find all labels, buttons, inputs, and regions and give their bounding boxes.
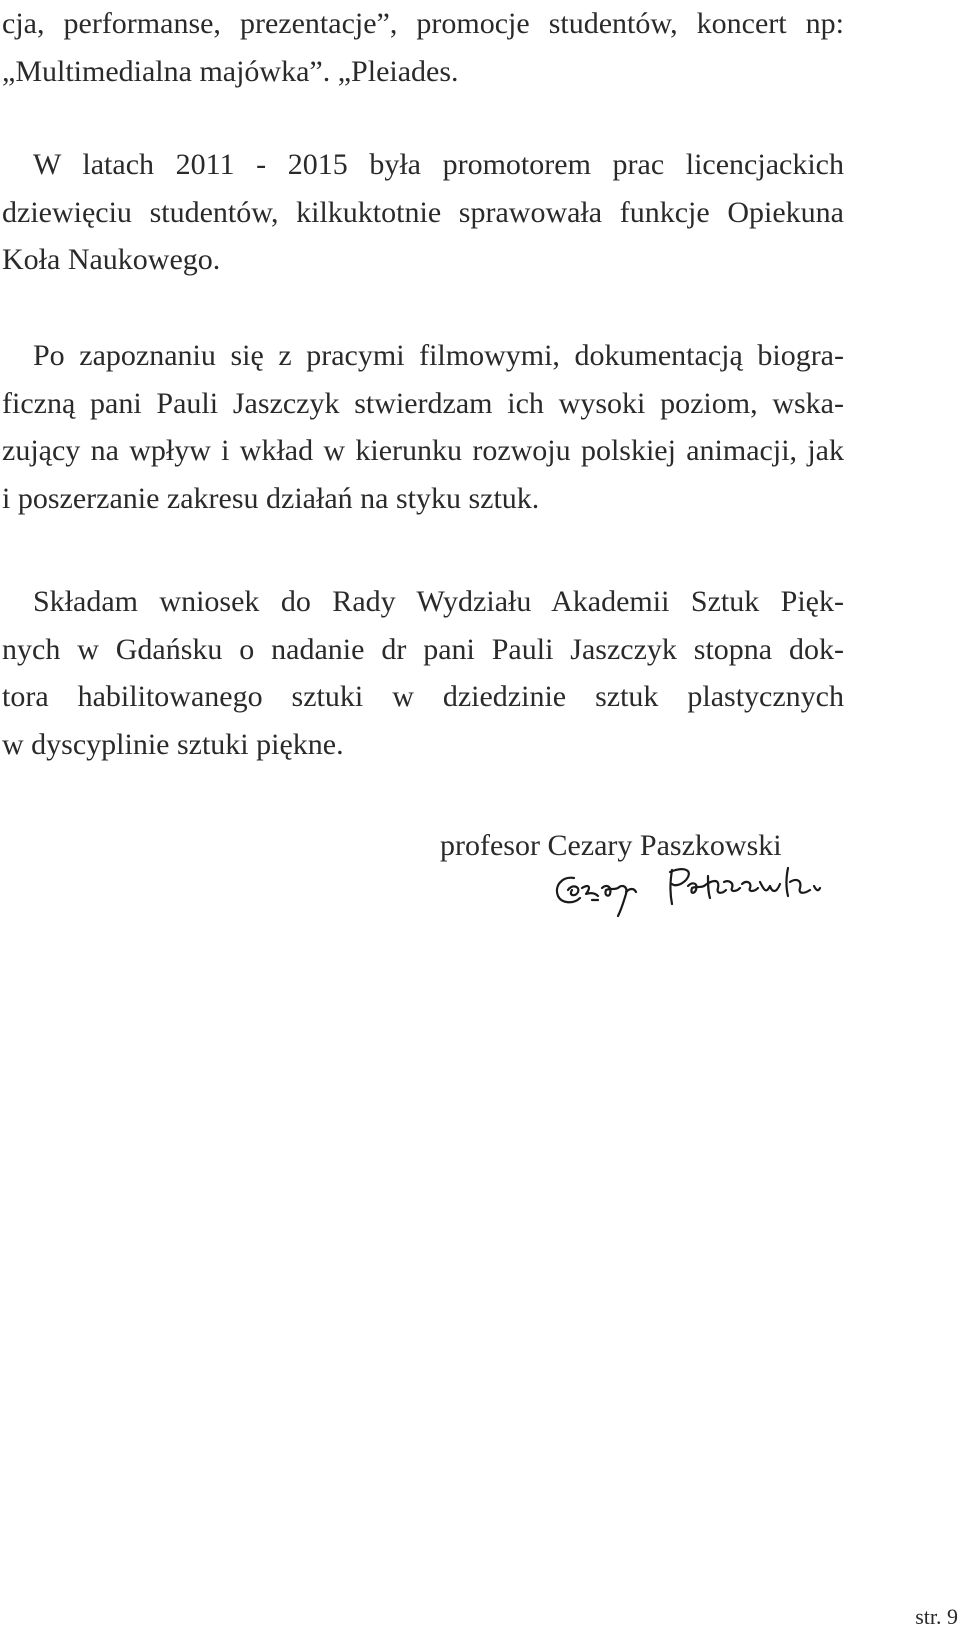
paragraph-line: cja, performanse, prezentacje”, promocje studentów, koncert np: [2, 7, 844, 40]
paragraph-line: Składam wniosek do Rady Wydziału Akademii Sztuk Pięk- [33, 585, 844, 618]
paragraph-supervision [2, 141, 844, 284]
paragraph-line: ficzną pani Pauli Jaszczyk stwierdzam ich wysoki poziom, wska- [2, 386, 844, 420]
paragraph-line: nych w Gdańsku o nadanie dr pani Pauli Jaszczyk stopna dok- [2, 632, 844, 666]
paragraph-line: Koła Naukowego. [2, 243, 221, 276]
paragraph-line: W latach 2011 - 2015 była promotorem prac licencjackich [33, 148, 844, 181]
paragraph-line: „Multimedialna majówka”. „Pleiades. [2, 54, 459, 88]
paragraph-motion [2, 578, 844, 768]
page-number: str. 9 [915, 1604, 958, 1629]
paragraph-line: Po zapoznaniu się z pracymi filmowymi, dokumentacją biogra- [33, 339, 844, 372]
paragraph-line: zujący na wpływ i wkład w kierunku rozwoju polskiej animacji, jak [2, 434, 844, 467]
paragraph-assessment [2, 332, 844, 522]
paragraph-continuation [2, 0, 844, 95]
paragraph-line: dziewięciu studentów, kilkuktotnie sprawowała funkcje Opiekuna [2, 195, 844, 229]
signature-name: profesor Cezary Paszkowski [440, 829, 782, 862]
handwritten-signature-icon [552, 864, 844, 934]
paragraph-line: tora habilitowanego sztuki w dziedzinie sztuk plastycznych [2, 680, 844, 713]
paragraph-line: w dyscyplinie sztuki piękne. [2, 727, 344, 761]
paragraph-line: i poszerzanie zakresu działań na styku sztuk. [2, 481, 540, 515]
